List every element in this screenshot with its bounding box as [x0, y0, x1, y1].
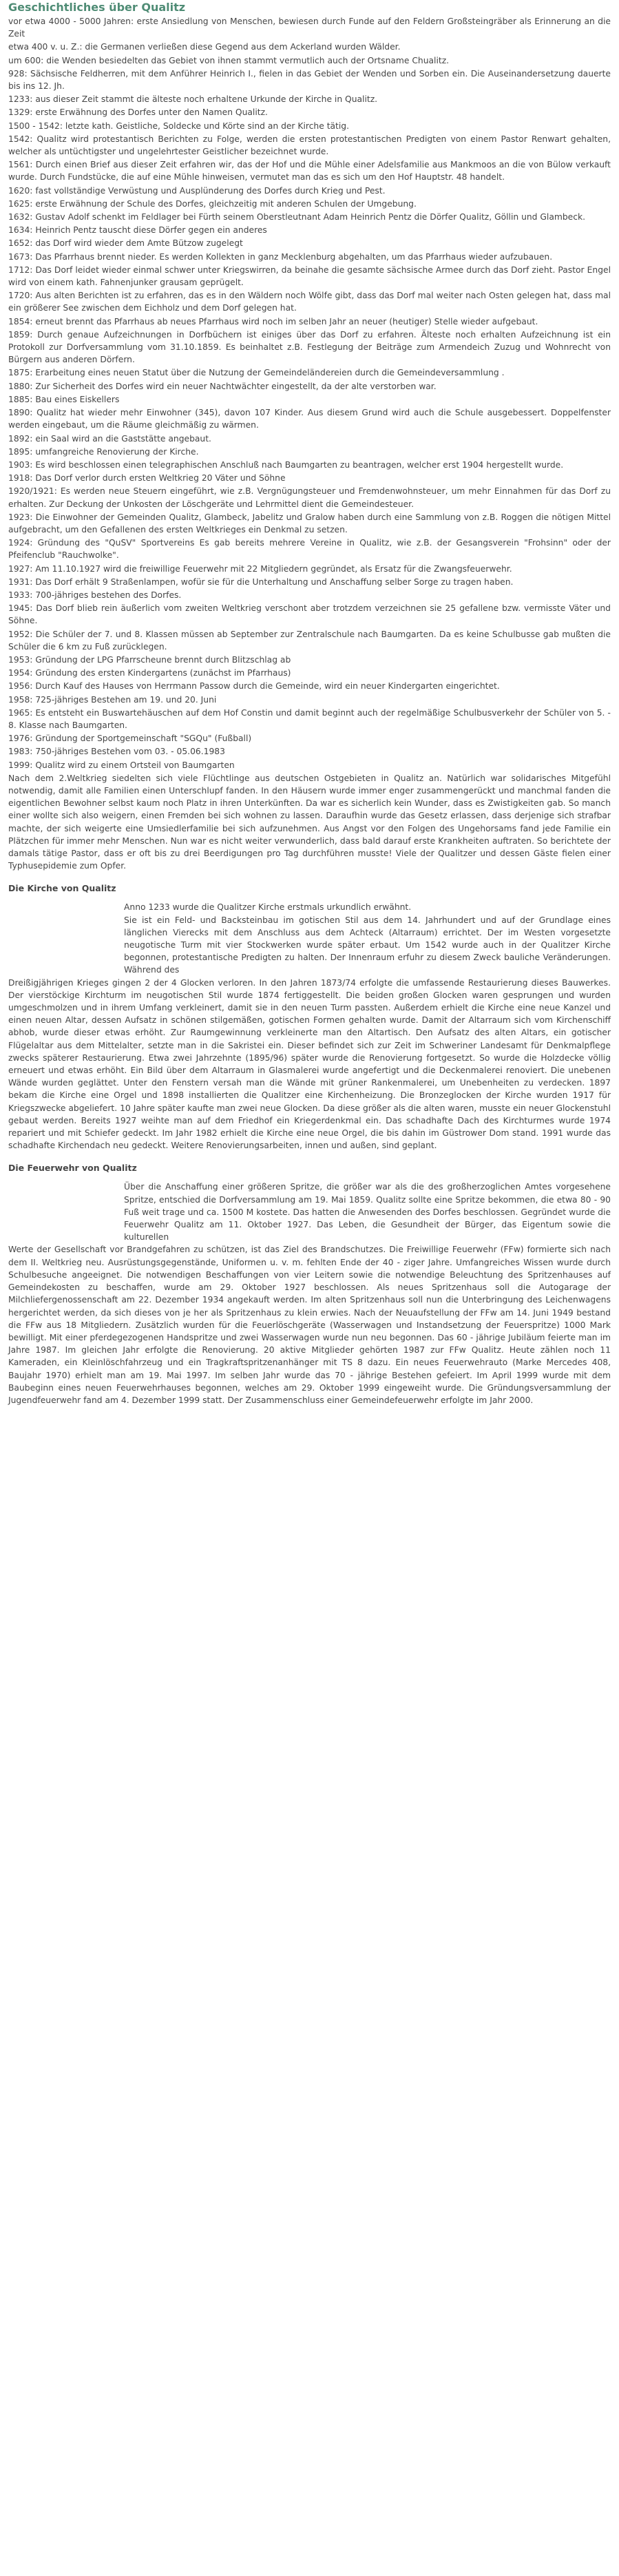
history-entry: 1954: Gründung des ersten Kindergartens (zunächst im Pfarrhaus)	[8, 668, 291, 678]
fire-brigade-text-indented: Über die Anschaffung einer größeren Spritze, die größer war als die des großherzoglichen Amtes vorgesehene Spritze, entschied die Dorfversammlung am 19. Mai 1859. Qualitz sollte eine Spritze bekommen, die etwa 80 - 90 Fuß weit trage und ca. 1500 M kostete. Das hatten die Anwesenden des Dorfes beschlossen. Gegründet wurde die Feuerwehr Qualitz am 11. Oktober 1927. Das Leben, die Gesundheit der Bürger, das Eigentum sowie die kulturellen	[124, 1182, 611, 1243]
history-entry: 1983: 750-jähriges Bestehen vom 03. - 05.06.1983	[8, 747, 225, 757]
history-entry: 1892: ein Saal wird an die Gaststätte angebaut.	[8, 433, 211, 444]
history-entry: 1233: aus dieser Zeit stammt die älteste noch erhaltene Urkunde der Kirche in Qualitz.	[8, 94, 378, 105]
history-entry: 1542: Qualitz wird protestantisch Berichten zu Folge, werden die ersten protestantischen Predigten von einem Pastor Renwart gehalten, welcher als untüchtigster und ungelehrtester Geistlicher bezeichnet wurde.	[8, 134, 611, 157]
history-entry: 1885: Bau eines Eiskellers	[8, 394, 120, 404]
history-entry: 1329: erste Erwähnung des Dorfes unter den Namen Qualitz.	[8, 107, 268, 118]
history-entry: 1920/1921: Es werden neue Steuern eingeführt, wie z.B. Vergnügungsteuer und Fremdenwohnsteuer, um mehr Einnahmen für das Dorf zu erhalten. Zur Deckung der Unkosten der Löschgeräte und Lehrmittel dient die Gemeindesteuer.	[8, 486, 611, 509]
history-entry: 1931: Das Dorf erhält 9 Straßenlampen, wofür sie für die Unterhaltung und Anschaffung selber Sorge zu tragen haben.	[8, 577, 514, 587]
history-title: Geschichtliches über Qualitz	[8, 1, 186, 14]
history-entry: 1652: das Dorf wird wieder dem Amte Bützow zugelegt	[8, 238, 243, 249]
history-entry: 1953: Gründung der LPG Pfarrscheune brennt durch Blitzschlag ab	[8, 654, 291, 665]
history-entry: 1965: Es entsteht ein Buswartehäuschen auf dem Hof Constin und damit beginnt auch der regelmäßige Schulbusverkehr der Schüler von 5. - 8. Klasse nach Baumgarten.	[8, 707, 611, 730]
history-entry: 1976: Gründung der Sportgemeinschaft "SGQu" (Fußball)	[8, 734, 252, 744]
fire-brigade-text: Werte der Gesellschaft vor Brandgefahren zu schützen, ist das Ziel des Brandschutzes. Die Freiwillige Feuerwehr (FFw) formierte sich nach dem II. Weltkrieg neu. Ausrüstungsgegenstände, Uniformen u. v. m. fehlten Ende der 40 - ziger Jahre. Umfangreiches Wissen wurde durch Schulbesuche angeeignet. Die notwendigen Beschaffungen von vier Leitern sowie die notwendige Beleuchtung des Spritzenhauses auf Gemeindekosten zu beschaffen, wurde am 29. Oktober 1927 beschlossen. Als neues Spritzenhaus soll die Autogarage der Milchliefergenossenschaft am 22. Dezember 1934 angekauft werden. Im alten Spritzenhaus soll nun die Unterbringung des Leichenwagens hergerichtet werden, da sich dieses von je her als Spritzenhaus zu klein erwies. Nach der Neuaufstellung der FFw am 14. Juni 1949 bestand die FFw aus 18 Mitgliedern. Zusätzlich wurden für die Feuerlöschgeräte (Wasserwagen und Instandsetzung der Feuerspritze) 1000 Mark bewilligt. Mit einer pferdegezogenen Handspritze und zwei Wasserwagen wurde nun neu begonnen. Das 60 - jährige Jubiläum feierte man im Jahre 1987. Im gleichen Jahr erfolgte die Renovierung. 20 aktive Mitglieder gehörten 1987 zur FFw Qualitz. Heute zählen noch 11 Kameraden, ein Kleinlöschfahrzeug und ein Tragkraftspritzenanhänger mit TS 8 dazu. Ein neues Feuerwehrauto (Marke Mercedes 408, Baujahr 1970) erhielt man am 19. Mai 1997. Im selben Jahr wurde das 70 - jährige Bestehen gefeiert. Im April 1999 wurde mit dem Baubeginn eines neuen Feuerwehrhauses begonnen, welches am 29. Oktober 1999 eingeweiht wurde. Die Gründungsversammlung der Jugendfeuerwehr fand am 4. Dezember 1999 statt. Der Zusammenschluss einer Gemeindefeuerwehr erfolgte im Jahr 2000.	[8, 1245, 611, 1405]
history-entry: 1952: Die Schüler der 7. und 8. Klassen müssen ab September zur Zentralschule nach Baumgarten. Da es keine Schulbusse gab mußten die Schüler die 6 km zu Fuß zurücklegen.	[8, 629, 611, 652]
history-entry: 1880: Zur Sicherheit des Dorfes wird ein neuer Nachtwächter eingestellt, da der alte verstorben war.	[8, 381, 437, 391]
history-entry: 1924: Gründung des "QuSV" Sportvereins Es gab bereits mehrere Vereine in Qualitz, wie z.B. der Gesangsverein "Frohsinn" oder der Pfeifenclub "Rauchwolke".	[8, 538, 611, 561]
history-entry: 1890: Qualitz hat wieder mehr Einwohner (345), davon 107 Kinder. Aus diesem Grund wird auch die Schule ausgebessert. Doppelfenster werden eingebaut, um die Räume gleichmäßig zu wärmen.	[8, 408, 611, 430]
church-intro: Anno 1233 wurde die Qualitzer Kirche erstmals urkundlich erwähnt.	[124, 902, 412, 913]
history-entry: 1712: Das Dorf leidet wieder einmal schwer unter Kriegswirren, da beinahe die gesamte sächsische Armee durch das Dorf zieht. Pastor Engel wird von einem kath. Fahnenjunker grausam geprügelt.	[8, 264, 611, 288]
history-entry: 1933: 700-jähriges bestehen des Dorfes.	[8, 590, 182, 600]
history-entry: 1620: fast vollständige Verwüstung und Ausplünderung des Dorfes durch Krieg und Pest.	[8, 185, 386, 196]
history-entry: 1875: Erarbeitung eines neuen Statut über die Nutzung der Gemeindeländereien durch die Gemeindeversammlung .	[8, 368, 505, 378]
history-entry: 1923: Die Einwohner der Gemeinden Qualitz, Glambeck, Jabelitz und Gralow haben durch eine Sammlung von z.B. Roggen die nötigen Mittel aufgebracht, um den Gefallenen des ersten Weltkrieges ein Denkmal zu setzen.	[8, 512, 611, 534]
history-entry: 1632: Gustav Adolf schenkt im Feldlager bei Fürth seinem Oberstleutnant Adam Heinrich Pentz die Dörfer Qualitz, Göllin und Glambeck.	[8, 212, 586, 222]
history-entry: um 600: die Wenden besiedelten das Gebiet von ihnen stammt vermutlich auch der Ortsname Chualitz.	[8, 55, 450, 65]
church-text-indented: Sie ist ein Feld- und Backsteinbau im gotischen Stil aus dem 14. Jahrhundert und auf der Grundlage eines länglichen Vierecks mit dem Anschluss aus dem Achteck (Altarraum) errichtet. Der im Westen vorgesetzte neugotische Turm mit vier Stockwerken wurde später erbaut. Um 1542 wurde auch in der Qualitzer Kirche begonnen, protestantische Predigten zu halten. Der Innenraum erfuhr zu diesem Zweck bauliche Veränderungen. Während des	[124, 915, 611, 975]
history-entry: 1673: Das Pfarrhaus brennt nieder. Es werden Kollekten in ganz Mecklenburg abgehalten, um das Pfarrhaus wieder aufzubauen.	[8, 251, 553, 262]
history-entry: 1634: Heinrich Pentz tauscht diese Dörfer gegen ein anderes	[8, 225, 267, 236]
history-entry: 1945: Das Dorf blieb rein äußerlich vom zweiten Weltkrieg verschont aber trotzdem verzeichnen sie 25 gefallene bzw. vermisste Väter und Söhne.	[8, 603, 611, 626]
history-entry: etwa 400 v. u. Z.: die Germanen verließen diese Gegend aus dem Ackerland wurden Wälder.	[8, 42, 401, 52]
history-entry: 1500 - 1542: letzte kath. Geistliche, Soldecke und Körte sind an der Kirche tätig.	[8, 121, 350, 131]
history-entry: 1918: Das Dorf verlor durch ersten Weltkrieg 20 Väter und Söhne	[8, 473, 286, 484]
history-entry: Nach dem 2.Weltkrieg siedelten sich viele Flüchtlinge aus deutschen Ostgebieten in Qualitz an. Natürlich war solidarisches Mitgefühl notwendig, damit alle Familien einen Unterschlupf fanden. In den Häusern wurde immer enger zusammengerückt und manchmal fanden die eigentlichen Bewohner selbst kaum noch Platz in ihren Unterkünften. Da war es sicherlich kein Wunder, dass es Zwistigkeiten gab. So manch einer wollte sich also weigern, einen Fremden bei sich wohnen zu lassen. Daraufhin wurde das Gesetz erlassen, dass derjenige sich strafbar machte, der sich weigerte eine Umsiedlerfamilie bei sich aufzunehmen. Aus Angst vor den Folgen des Ungehorsams fand jede Familie ein Plätzchen für immer mehr Menschen. Nun war es nicht weiter verwunderlich, dass bald darauf erste Krankheiten auftraten. So berichtete der damals tätige Pastor, dass er oft bis zu drei Beerdigungen pro Tag durchführen musste! Viele der Qualitzer und dessen Gäste fielen einer Typhusepidemie zum Opfer.	[8, 773, 611, 871]
history-entry: 1720: Aus alten Berichten ist zu erfahren, das es in den Wäldern noch Wölfe gibt, dass das Dorf mal weiter nach Osten gelegen hat, dass mal ein größerer See zwischen dem Eichholz und dem Dorf gelegen hat.	[8, 291, 611, 313]
history-entry: 1561: Durch einen Brief aus dieser Zeit erfahren wir, das der Hof und die Mühle einer Adelsfamilie aus Mankmoos an die von Bülow verkauft wurde. Durch Fundstücke, die auf eine Mühle hinweisen, vermutet man das es sich um den Hof Hauptstr. 48 handelt.	[8, 160, 611, 183]
history-entry: 1859: Durch genaue Aufzeichnungen in Dorfbüchern ist einiges über das Dorf zu erfahren. Älteste noch erhalten Aufzeichnung ist ein Protokoll zur Dorfversammlung vom 31.10.1859. Es beinhaltet z.B. Festlegung der Beiträge zum Armendeich Zuzug und Wohnrecht von Bürgern aus anderen Dörfern.	[8, 329, 611, 365]
history-entry: 1903: Es wird beschlossen einen telegraphischen Anschluß nach Baumgarten zu beantragen, welcher erst 1904 hergestellt wurde.	[8, 459, 564, 470]
history-entry: 1958: 725-jähriges Bestehen am 19. und 20. Juni	[8, 694, 217, 705]
fire-brigade-title: Die Feuerwehr von Qualitz	[8, 1163, 137, 1174]
history-entry: vor etwa 4000 - 5000 Jahren: erste Ansiedlung von Menschen, bewiesen durch Funde auf den Feldern Großsteingräber als Erinnerung an die Zeit	[8, 17, 611, 39]
history-entry: 1895: umfangreiche Renovierung der Kirche.	[8, 446, 199, 457]
history-entry: 1854: erneut brennt das Pfarrhaus ab neues Pfarrhaus wird noch im selben Jahr an neuer (heutiger) Stelle wieder aufgebaut.	[8, 316, 538, 326]
history-entry: 928: Sächsische Feldherren, mit dem Anführer Heinrich I., fielen in das Gebiet der Wenden und Sorben ein. Die Auseinandersetzung dauerte bis ins 12. Jh.	[8, 68, 611, 92]
history-entry: 1999: Qualitz wird zu einem Ortsteil von Baumgarten	[8, 760, 235, 770]
history-entry: 1927: Am 11.10.1927 wird die freiwillige Feuerwehr mit 22 Mitgliedern gegründet, als Ersatz für die Zwangsfeuerwehr.	[8, 563, 512, 574]
history-entry: 1625: erste Erwähnung der Schule des Dorfes, gleichzeitig mit anderen Schulen der Umgebung.	[8, 198, 417, 209]
history-entry: 1956: Durch Kauf des Hauses von Herrmann Passow durch die Gemeinde, wird ein neuer Kindergarten eingerichtet.	[8, 681, 500, 692]
church-text: Dreißigjährigen Krieges gingen 2 der 4 Glocken verloren. In den Jahren 1873/74 erfolgte die umfassende Restaurierung dieses Bauwerkes. Der vierstöckige Kirchturm im neugotischen Stil wurde 1874 fertiggestellt. Die beiden großen Glocken waren gesprungen und wurden umgeschmolzen und in ihrem Umfang verkleinert, damit sie in den neuen Turm passten. Außerdem erhielt die Kirche eine neue Kanzel und einen neuen Altar, dessen Aufsatz in schönen stilgemäßen, gotischen Formen gehalten wurde. Damit der Altarraum sich vom Kirchenschiff abhob, wurde dieser etwas erhöht. Zur Raumgewinnung verkleinerte man den Altartisch. Den Aufsatz des alten Altars, ein gotischer Flügelaltar aus dem Mittelalter, setzte man in die Sakristei ein. Dieser befindet sich zur Zeit im Schweriner Landesamt für Denkmalpflege zwecks späterer Restaurierung. Etwa zwei Jahrzehnte (1895/96) später wurde die Renovierung fortgesetzt. So wurde die Holzdecke völlig erneuert und etwas erhöht. Ein Bild über dem Altarraum in Glasmalerei wurde angefertigt und die Deckenmalerei renoviert. Die unebenen Wände wurden geglättet. Unter den Fenstern versah man die Wände mit grüner Rankenmalerei, um Unebenheiten zu verdecken. 1897 bekam die Kirche eine Orgel und 1898 installierten die Qualitzer eine Kirchenheizung. Die Bronzeglocken der Kirche wurden 1917 für Kriegszwecke abgeliefert. 10 Jahre später kaufte man zwei neue Glocken. Da diese größer als die alten waren, musste ein neuer Glockenstuhl gebaut werden. Bereits 1927 weihte man auf dem Friedhof ein Kriegerdenkmal ein. Das schadhafte Dach des Kirchturmes wurde 1974 repariert und mit Schiefer gedeckt. Im Jahr 1982 erhielt die Kirche eine neue Orgel, die bis dahin im Güstrower Dom stand. 1991 wurde das schadhafte Kirchendach neu gedeckt. Weitere Renovierungsarbeiten, innen und außen, sind geplant.	[8, 977, 611, 1151]
church-title: Die Kirche von Qualitz	[8, 883, 116, 894]
history-entries	[8, 14, 611, 872]
